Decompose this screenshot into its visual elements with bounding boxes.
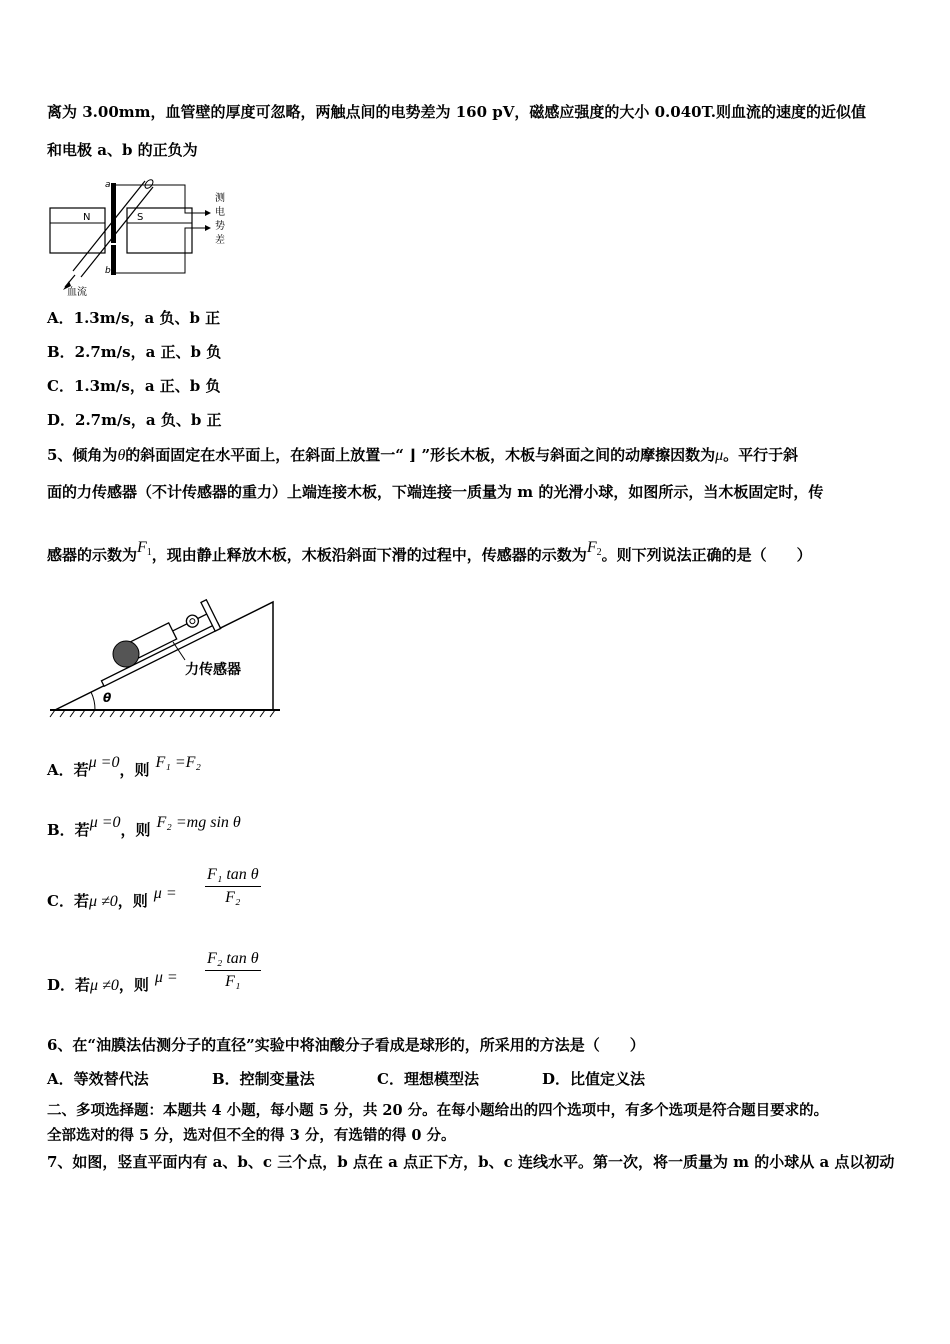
q4-label-a: a	[105, 180, 111, 190]
section2-heading-line2: 全部选对的得 5 分，选对但不全的得 3 分，有选错的得 0 分。	[47, 1127, 456, 1144]
section2-heading-line1: 二、多项选择题：本题共 4 小题，每小题 5 分，共 20 分。在每小题给出的四个选项中，有多个选项是符合题目要求的。	[47, 1102, 829, 1119]
q6-option-b: B．控制变量法	[212, 1070, 315, 1088]
mu-symbol: μ	[715, 447, 724, 464]
q4-stem-line2: 和电极 a、b 的正负为	[47, 141, 198, 159]
q7-stem: 7、如图，竖直平面内有 a、b、c 三个点，b 点在 a 点正下方，b、c 连线水平。第一次，将一质量为 m 的小球从 a 点以初动	[47, 1153, 895, 1171]
q5-option-c-fraction: $\frac{\text{F₁ tan θ}}{\text{F₂}}$	[207, 866, 259, 906]
q5-option-c: C．若μ ≠0，则 μ =	[47, 885, 177, 910]
q4-measure-1: 测	[215, 193, 225, 204]
q4-label-flow: 血流	[67, 287, 87, 298]
q4-measure-4: 差	[215, 235, 225, 246]
q5-sensor-label: 力传感器	[185, 662, 241, 678]
q6-stem: 6、在“油膜法估测分子的直径”实验中将油酸分子看成是球形的，所采用的方法是（ ）	[47, 1036, 645, 1054]
q4-stem-line1: 离为 3.00mm，血管壁的厚度可忽略，两触点间的电势差为 160 pV，磁感应强度的大小 0.040T.则血流的速度的近似值	[47, 103, 867, 121]
q6-option-c: C．理想模型法	[377, 1070, 479, 1088]
q4-measure-3: 势	[215, 221, 225, 232]
q4-label-s: S	[137, 212, 144, 223]
q5-option-a: A．若μ =0，则 F₁ =F₂	[47, 754, 201, 779]
q4-label-n: N	[83, 212, 91, 223]
q5-stem-line1: 5、倾角为θ的斜面固定在水平面上，在斜面上放置一“ ⌋ ”形长木板，木板与斜面之间的动摩擦因数为μ。平行于斜	[47, 446, 799, 464]
q5-option-b: B．若μ =0，则 F₂ =mg sin θ	[47, 814, 241, 839]
q5-angle-label: θ	[103, 691, 112, 705]
f2-symbol: $F_2$	[586, 539, 602, 558]
q4-option-d: D．2.7m/s，a 负、b 正	[47, 411, 222, 429]
q4-label-b: b	[105, 266, 111, 276]
q6-option-a: A．等效替代法	[47, 1070, 149, 1088]
theta-symbol: θ	[117, 447, 126, 464]
q5-incline-figure	[45, 592, 285, 720]
q4-option-c: C．1.3m/s，a 正、b 负	[47, 377, 221, 395]
q4-option-a: A．1.3m/s，a 负、b 正	[47, 309, 221, 327]
q5-stem-line2: 面的力传感器（不计传感器的重力）上端连接木板，下端连接一质量为 m 的光滑小球，如图所示，当木板固定时，传	[47, 483, 824, 501]
q5-stem-line3: 感器的示数为$F_1$，现由静止释放木板，木板沿斜面下滑的过程中，传感器的示数为$F_2$。则下列说法正确的是（ ）	[47, 539, 812, 564]
q5-option-d-fraction: $\frac{\text{F₂ tan θ}}{\text{F₁}}$	[207, 950, 259, 990]
f1-symbol: $F_1$	[137, 539, 152, 558]
q4-measure-2: 电	[215, 207, 225, 218]
q4-option-b: B．2.7m/s，a 正、b 负	[47, 343, 222, 361]
q4-blood-flow-figure	[45, 173, 235, 298]
q5-option-d: D．若μ ≠0，则 μ =	[47, 969, 178, 994]
q6-option-d: D．比值定义法	[542, 1070, 646, 1088]
